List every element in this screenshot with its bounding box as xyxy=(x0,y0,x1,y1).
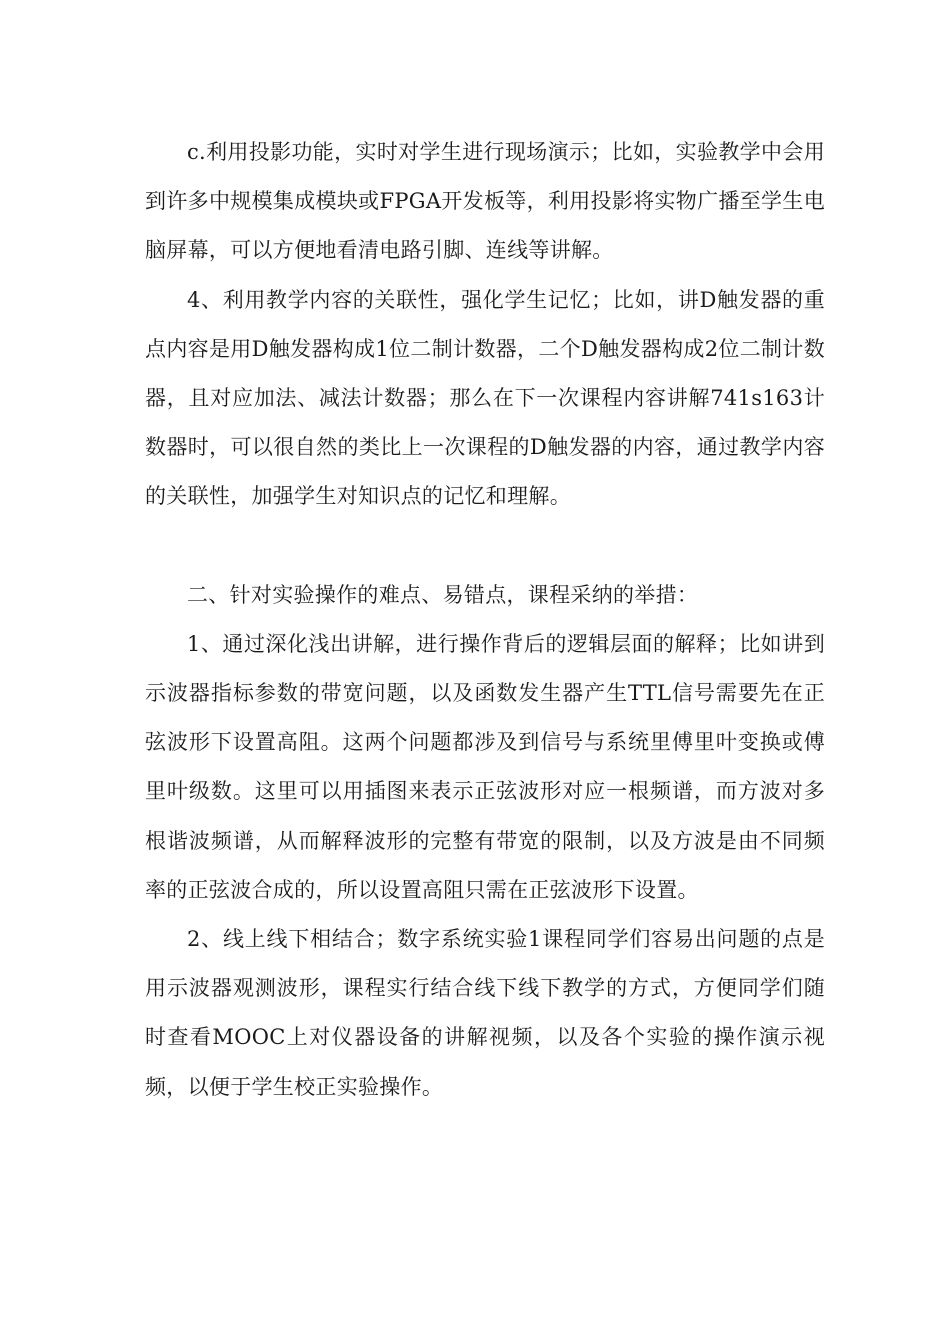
section-heading-measures: 二、针对实验操作的难点、易错点，课程采纳的举措： xyxy=(187,582,699,607)
paragraph-logic-explanation: 1、通过深化浅出讲解，进行操作背后的逻辑层面的解释；比如讲到示波器指标参数的带宽问题，以及函数发生器产生TTL信号需要先在正弦波形下设置高阻。这两个问题都涉及到信号与系统里傅里叶变换或傅里叶级数。这里可以用插图来表示正弦波形对应一根频谱，而方波对多根谐波频谱，从而解释波形的完整有带宽的限制，以及方波是由不同频率的正弦波合成的，所以设置高阻只需在正弦波形下设置。 xyxy=(145,631,825,902)
section-spacer xyxy=(145,522,825,571)
paragraph-content-association: 4、利用教学内容的关联性，强化学生记忆；比如，讲D触发器的重点内容是用D触发器构成1位二制计数器，二个D触发器构成2位二制计数器，且对应加法、减法计数器；那么在下一次课程内容讲解741s163计数器时，可以很自然的类比上一次课程的D触发器的内容，通过教学内容的关联性，加强学生对知识点的记忆和理解。 xyxy=(145,287,825,509)
paragraph-projection-demo: c.利用投影功能，实时对学生进行现场演示；比如，实验教学中会用到许多中规模集成模块或FPGA开发板等，利用投影将实物广播至学生电脑屏幕，可以方便地看清电路引脚、连线等讲解。 xyxy=(145,140,825,263)
paragraph-online-offline: 2、线上线下相结合；数字系统实验1课程同学们容易出问题的点是用示波器观测波形，课程实行结合线下线下教学的方式，方便同学们随时查看MOOC上对仪器设备的讲解视频，以及各个实验的操作演示视频，以便于学生校正实验操作。 xyxy=(145,927,825,1099)
document-body xyxy=(145,128,825,1112)
